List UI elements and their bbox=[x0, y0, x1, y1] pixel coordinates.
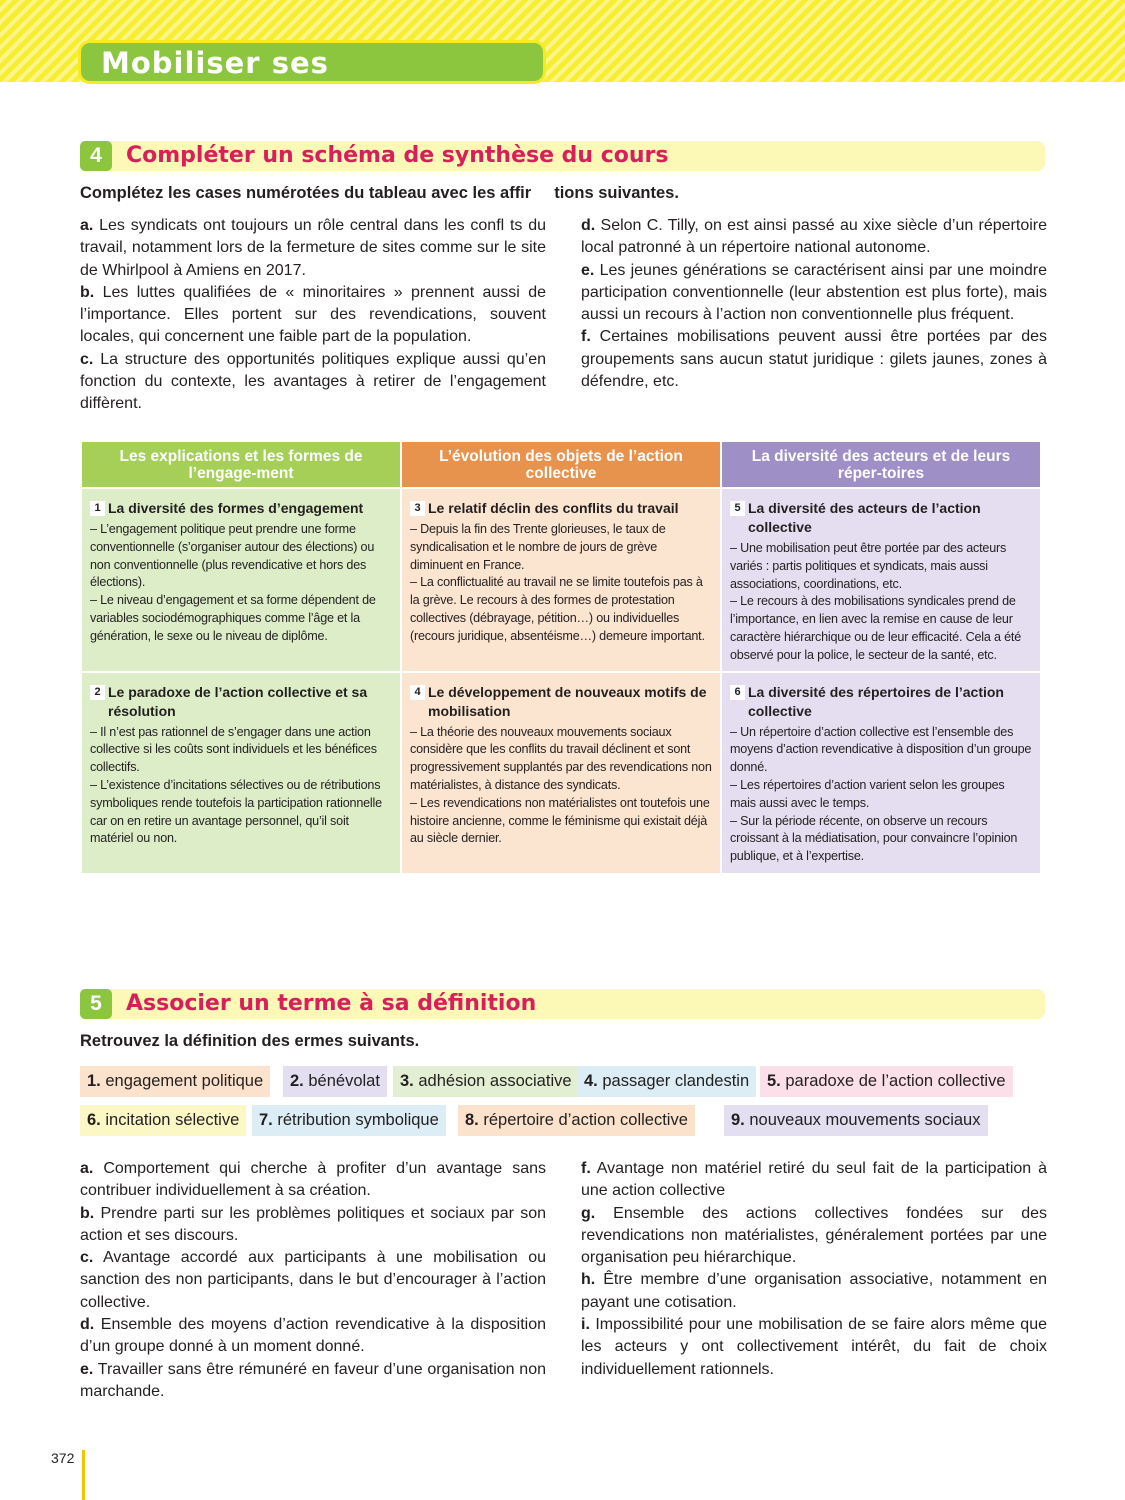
term-6: 6. incitation sélective bbox=[80, 1105, 246, 1136]
term-1: 1. engagement politique bbox=[80, 1066, 270, 1097]
table-cell-3: 3 Le relatif déclin des conflits du travail – Depuis la fin des Trente glorieuses, le taux de syndicalisation et le nombre de jours de grève diminuent en France. – La conflictualité au travail ne se limite toutefois pas à la grève. Le recours à des formes de protestation collectives (débrayage, pétition…) ou individuelles (recours juridique, absentéisme…) demeure important. bbox=[401, 488, 721, 672]
table-header-evolution: L’évolution des objets de l’action collective bbox=[401, 441, 721, 488]
section-5-number: 5 bbox=[80, 989, 112, 1019]
table-cell-5: 5 La diversité des acteurs de l’action collective – Une mobilisation peut être portée par des acteurs variés : partis politiques et syndicats, mais aussi associations, coordinations, etc. – Le recours à des mobilisations syndicales prend de l’importance, en lien avec la remise en cause de leur caractère hiérarchique ou de leur efficacité. Cela a été observé pour la police, le secteur de la santé, etc. bbox=[721, 488, 1041, 672]
cell-body: – La théorie des nouveaux mouvements sociaux considère que les conflits du travail déclinent et sont progressivement supplantés par des revendications non matérialistes, à distance des syndicats. – Les revendications non matérialistes ont toutefois une histoire ancienne, comme le féminisme qui existait déjà au siècle dernier. bbox=[410, 724, 712, 846]
section-5-header bbox=[80, 989, 1045, 1019]
definition-a: a. Comportement qui cherche à profiter d’un avantage sans contribuer individuellement à sa création. bbox=[80, 1160, 546, 1200]
page-number-bar bbox=[82, 1450, 85, 1500]
statement-a: a. Les syndicats ont toujours un rôle central dans les confl ts du travail, notamment lors de la fermeture de sites comme sur le site de Whirlpool à Amiens en 2017. bbox=[80, 217, 546, 279]
term-8: 8. répertoire d’action collective bbox=[458, 1105, 695, 1136]
table-cell-4: 4 Le développement de nouveaux motifs de mobilisation – La théorie des nouveaux mouvements sociaux considère que les conflits du travail déclinent et sont progressivement supplantés par des revendications non matérialistes, à distance des syndicats. – Les revendications non matérialistes ont toutefois une histoire ancienne, comme le féminisme qui existait déjà au siècle dernier. bbox=[401, 672, 721, 874]
cell-number: 4 bbox=[410, 685, 425, 700]
statement-f: f. Certaines mobilisations peuvent aussi être portées par des groupements sans aucun statut juridique : gilets jaunes, zones à défendre, etc. bbox=[581, 328, 1047, 391]
page-title: Mobiliser ses connaissances bbox=[78, 40, 546, 84]
section-4-right-statements bbox=[581, 215, 1047, 393]
section-4-header bbox=[80, 141, 1045, 171]
table-cell-6: 6 La diversité des répertoires de l’action collective – Un répertoire d’action collective est l’ensemble des moyens d’action revendicative à disposition d’un groupe donné. – Les répertoires d’action varient selon les groupes mais aussi avec le temps. – Sur la période récente, on observe un recours croissant à la médiatisation, pour convaincre l’opinion publique, et à l’expertise. bbox=[721, 672, 1041, 874]
definition-b: b. Prendre parti sur les problèmes politiques et sociaux par son action et ses discours. bbox=[80, 1204, 546, 1244]
section-5-title: Associer un terme à sa définition bbox=[126, 991, 537, 1016]
cell-body: – Un répertoire d’action collective est l’ensemble des moyens d’action revendicative à disposition d’un groupe donné. – Les répertoires d’action varient selon les groupes mais aussi avec le temps. – Sur la période récente, on observe un recours croissant à la médiatisation, pour convaincre l’opinion publique, et à l’expertise. bbox=[730, 724, 1032, 864]
definition-g: g. Ensemble des actions collectives fondées sur des revendications non matérialistes, généralement portées par une organisation peu hiérarchique. bbox=[581, 1204, 1048, 1267]
term-4: 4. passager clandestin bbox=[577, 1066, 756, 1097]
page-number: 372 bbox=[51, 1450, 75, 1466]
term-3: 3. adhésion associative bbox=[393, 1066, 579, 1097]
term-9: 9. nouveaux mouvements sociaux bbox=[724, 1105, 988, 1136]
section-5-instruction: Retrouvez la définition des ermes suivants. bbox=[80, 1032, 420, 1050]
term-5: 5. paradoxe de l’action collective bbox=[760, 1066, 1013, 1097]
statement-e: e. Les jeunes générations se caractérisent ainsi par une moindre participation conventionnelle (leur abstention est plus forte), mais aussi un recours à l’action non conventionnelle plus fréquent. bbox=[581, 261, 1047, 324]
cell-number: 5 bbox=[730, 501, 745, 516]
cell-number: 3 bbox=[410, 501, 425, 516]
definition-c: c. Avantage accordé aux participants à une mobilisation ou sanction des non participants, dans le but d’encourager à l’action collective. bbox=[80, 1249, 546, 1311]
section-4-number: 4 bbox=[80, 141, 112, 171]
table-header-explications: Les explications et les formes de l’engage-ment bbox=[81, 441, 401, 488]
definition-d: d. Ensemble des moyens d’action revendicative à la disposition d’un groupe donné à un moment donné. bbox=[80, 1316, 546, 1356]
table-cell-1: 1 La diversité des formes d’engagement – L’engagement politique peut prendre une forme conventionnelle (s’organiser autour des élections) ou non conventionnelle (plus revendicative et hors des élections). – Le niveau d’engagement et sa forme dépendent de variables sociodémographiques comme l’âge et la génération, le sexe ou le niveau de diplôme. bbox=[81, 488, 401, 672]
section-4-instruction: Complétez les cases numérotées du tableau avec les affir tions suivantes. bbox=[80, 184, 679, 202]
statement-d: d. Selon C. Tilly, on est ainsi passé au xixe siècle d’un répertoire local patronné à un répertoire national autonome. bbox=[581, 217, 1047, 257]
cell-body: – L’engagement politique peut prendre une forme conventionnelle (s’organiser autour des élections) ou non conventionnelle (plus revendicative et hors des élections). – Le niveau d’engagement et sa forme dépendent de variables sociodémographiques comme l’âge et la génération, le sexe ou le niveau de diplôme. bbox=[90, 522, 376, 643]
cell-number: 2 bbox=[90, 685, 105, 700]
section-5-left-definitions bbox=[80, 1158, 546, 1403]
definition-i: i. Impossibilité pour une mobilisation de se faire alors même que les acteurs y ont collectivement intérêt, du fait de choix individuellement rationnels. bbox=[581, 1316, 1047, 1378]
term-2: 2. bénévolat bbox=[283, 1066, 387, 1097]
section-4-left-statements bbox=[80, 215, 546, 416]
section-4-title: Compléter un schéma de synthèse du cours bbox=[126, 143, 669, 168]
definition-h: h. Être membre d’une organisation associative, notamment en payant une cotisation. bbox=[581, 1271, 1047, 1311]
statement-b: b. Les luttes qualifiées de « minoritaires » prennent aussi de l’importance. Elles portent sur des revendications, souvent locales, qui concernent une faible part de la population. bbox=[80, 283, 546, 346]
statement-c: c. La structure des opportunités politiques explique aussi qu’en fonction du contexte, les avantages à retirer de l’engagement diffèrent. bbox=[80, 350, 547, 413]
cell-number: 6 bbox=[730, 685, 745, 700]
cell-body: – Il n’est pas rationnel de s’engager dans une action collective si les coûts sont individuels et les bénéfices collectifs. – L’existence d’incitations sélectives ou de rétributions symboliques rende toutefois la participation rationnelle car on en retire un avantage personnel, qu’il soit matériel ou non. bbox=[90, 724, 382, 846]
term-7: 7. rétribution symbolique bbox=[252, 1105, 446, 1136]
cell-number: 1 bbox=[90, 501, 105, 516]
section-5-right-definitions bbox=[581, 1158, 1047, 1381]
cell-body: – Depuis la fin des Trente glorieuses, le taux de syndicalisation et le nombre de jours de grève diminuent en France. – La conflictualité au travail ne se limite toutefois pas à la grève. Le recours à des formes de protestation collectives (débrayage, pétition…) ou individuelles (recours juridique, absentéisme…) demeure important. bbox=[410, 522, 705, 643]
table-cell-2: 2 Le paradoxe de l’action collective et sa résolution – Il n’est pas rationnel de s’engager dans une action collective si les coûts sont individuels et les bénéfices collectifs. – L’existence d’incitations sélectives ou de rétributions symboliques rende toutefois la participation rationnelle car on en retire un avantage personnel, qu’il soit matériel ou non. bbox=[81, 672, 401, 874]
definition-f: f. Avantage non matériel retiré du seul fait de la participation à une action collective bbox=[581, 1160, 1047, 1200]
table-header-diversite: La diversité des acteurs et de leurs réper-toires bbox=[721, 441, 1041, 488]
definition-e: e. Travailler sans être rémunéré en faveur d’une organisation non marchande. bbox=[80, 1360, 546, 1400]
synthesis-table bbox=[80, 440, 1042, 875]
cell-body: – Une mobilisation peut être portée par des acteurs variés : partis politiques et syndicats, mais aussi associations, coordinations, etc. – Le recours à des mobilisations syndicales prend de l’importance, en lien avec la remise en cause de leur caractère hiérarchique ou de leur efficacité. Cela a été observé pour la police, le secteur de la santé, etc. bbox=[730, 541, 1021, 662]
